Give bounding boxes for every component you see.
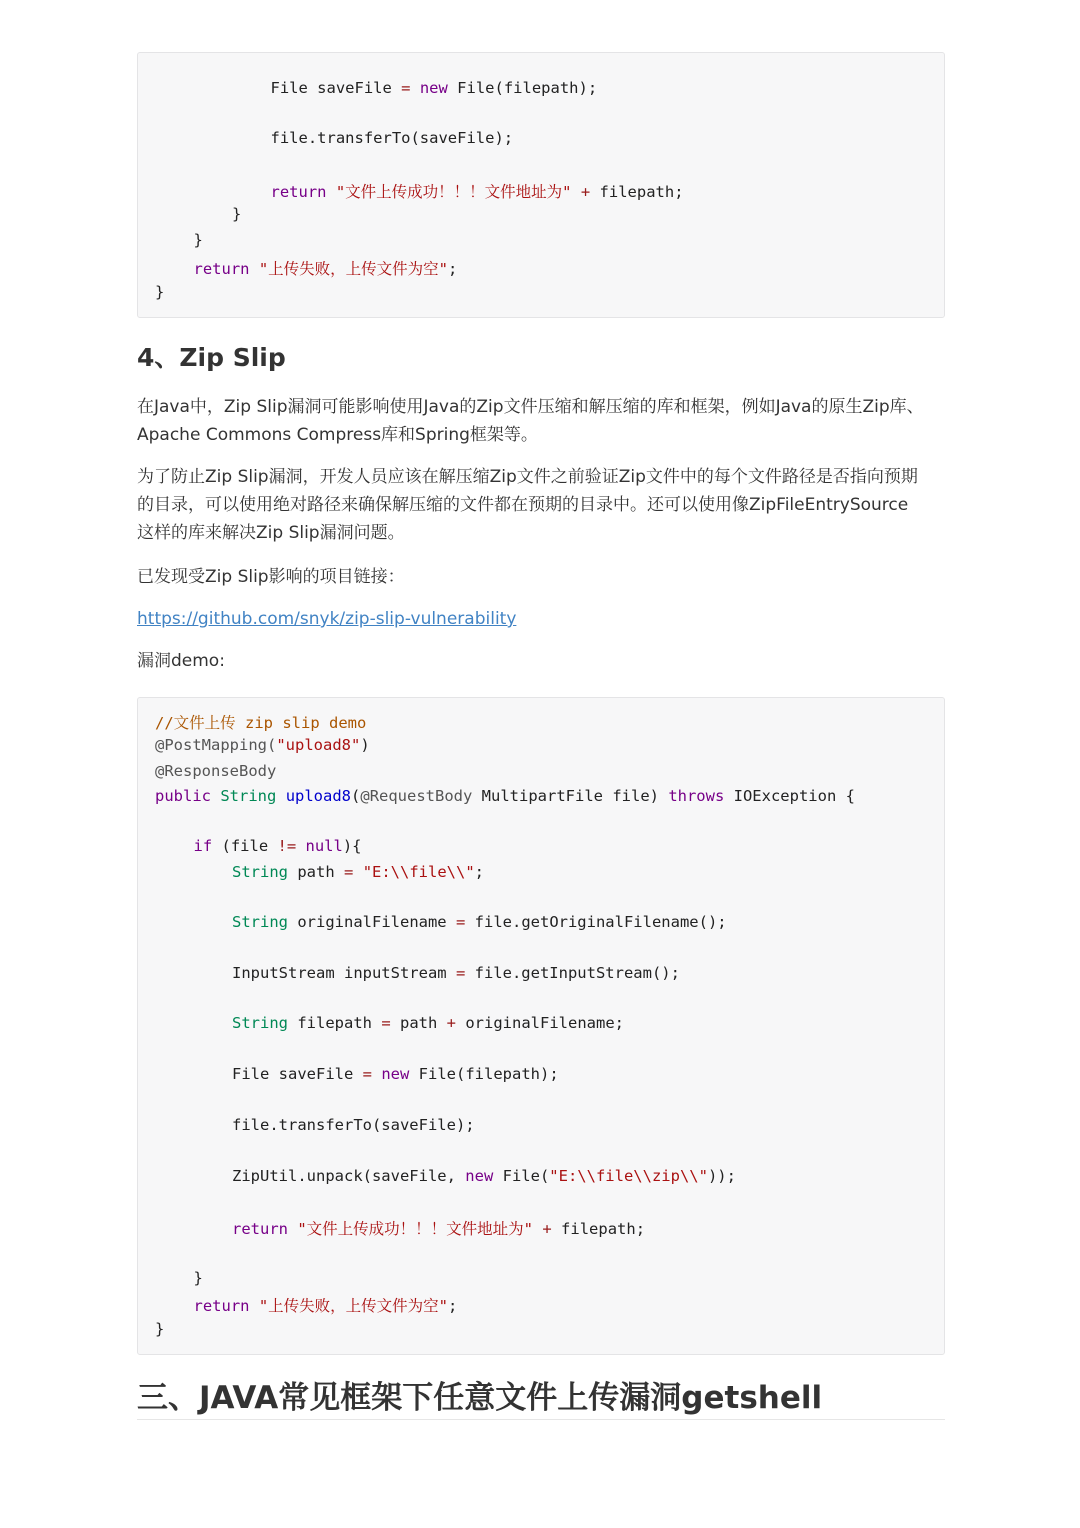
code-token: + (542, 1220, 552, 1238)
code-line (155, 283, 164, 301)
code-token: "upload8" (276, 736, 361, 754)
code-token: null (305, 837, 343, 855)
code-line (232, 1116, 475, 1134)
code-token: file.getOriginalFilename(); (465, 913, 727, 931)
code-line (232, 913, 727, 931)
code-line (232, 1167, 736, 1185)
code-token: //文件上传 zip slip demo (155, 714, 367, 732)
code-token: new (419, 79, 448, 97)
code-token: File(filepath); (409, 1065, 559, 1083)
code-token: String (232, 913, 288, 931)
code-token: @PostMapping( (155, 736, 277, 754)
code-line (155, 736, 370, 754)
code-line (155, 762, 276, 780)
code-token: "上传失败，上传文件为空" (258, 260, 449, 278)
code-token: = (455, 913, 466, 931)
code-token: = (344, 863, 354, 881)
code-token: "文件上传成功！！！文件地址为" (297, 1220, 534, 1238)
code-line (155, 711, 366, 733)
code-line (232, 964, 680, 982)
code-line (194, 1294, 458, 1316)
code-line (232, 1065, 559, 1083)
code-line (271, 180, 684, 202)
code-token: file.transferTo(saveFile); (270, 129, 514, 147)
code-token: = (381, 1014, 391, 1032)
code-token: + (446, 1014, 457, 1032)
code-token: = (455, 964, 466, 982)
code-token: ; (474, 863, 485, 881)
code-token (288, 1220, 297, 1238)
code-token (250, 260, 259, 278)
code-token: "E:\\file\\" (362, 863, 475, 881)
code-token: throws (668, 787, 725, 805)
code-block-upload-continuation (137, 52, 945, 318)
code-token: ZipUtil.unpack(saveFile, (232, 1167, 466, 1185)
code-token: File( (493, 1167, 550, 1185)
code-token: InputStream inputStream (232, 964, 456, 982)
code-token: ; (448, 260, 458, 278)
code-token: } (155, 1320, 165, 1338)
code-line (194, 837, 362, 855)
code-line (232, 1217, 645, 1239)
code-token: )); (707, 1167, 736, 1185)
code-token: ; (448, 1297, 458, 1315)
code-line (232, 1014, 624, 1032)
code-line (155, 1320, 164, 1338)
code-token (533, 1220, 542, 1238)
code-token: "文件上传成功！！！文件地址为" (335, 183, 572, 201)
code-token: ){ (342, 837, 362, 855)
code-block-zip-slip-demo (137, 697, 945, 1355)
code-token: if (193, 837, 213, 855)
code-token: filepath (288, 1014, 382, 1032)
code-token: originalFilename (288, 913, 456, 931)
code-token (211, 787, 220, 805)
code-token (296, 837, 305, 855)
code-line (232, 863, 484, 881)
code-token: + (580, 183, 591, 201)
paragraph-demo-label: 漏洞demo: (137, 651, 225, 671)
code-token (353, 863, 362, 881)
code-token: return (193, 260, 250, 278)
code-token (372, 1065, 381, 1083)
link-zip-slip-vulnerability[interactable]: https://github.com/snyk/zip-slip-vulnerability (137, 609, 517, 629)
code-token: file.getInputStream(); (465, 964, 680, 982)
code-line (271, 79, 598, 97)
paragraph-affected-projects: 已发现受Zip Slip影响的项目链接： (137, 567, 405, 587)
code-token (411, 79, 420, 97)
code-token (327, 183, 336, 201)
paragraph-intro-line2: Apache Commons Compress库和Spring框架等。 (137, 425, 538, 445)
code-line (232, 205, 241, 223)
paragraph-prevention-line1: 为了防止Zip Slip漏洞，开发人员应该在解压缩Zip文件之前验证Zip文件中的每个文件路径是否指向预期 (137, 467, 918, 487)
section-heading-zip-slip: 4、Zip Slip (137, 343, 286, 372)
code-token: = (362, 1065, 372, 1083)
code-token: new (465, 1167, 494, 1185)
code-token: } (232, 205, 242, 223)
code-line (194, 1269, 203, 1287)
code-token: filepath; (590, 183, 684, 201)
code-token: } (193, 231, 203, 249)
code-line (155, 787, 855, 805)
code-line (194, 257, 458, 279)
code-token: file.transferTo(saveFile); (232, 1116, 475, 1134)
code-token: new (381, 1065, 410, 1083)
code-token: path (288, 863, 344, 881)
code-token: @ResponseBody (155, 762, 277, 780)
code-token (572, 183, 581, 201)
code-token: } (193, 1269, 203, 1287)
code-token: MultipartFile file) (472, 787, 669, 805)
code-token (250, 1297, 259, 1315)
code-token: return (270, 183, 327, 201)
code-token: public (155, 787, 211, 805)
code-token: "E:\\file\\zip\\" (549, 1167, 708, 1185)
code-token: (file (212, 837, 278, 855)
paragraph-prevention-line2: 的目录，可以使用绝对路径来确保解压缩的文件都在预期的目录中。还可以使用像ZipFileEntrySource (137, 495, 909, 515)
code-token: File(filepath); (447, 79, 598, 97)
code-token: ) (360, 736, 370, 754)
code-token: @RequestBody (360, 787, 473, 805)
code-line (271, 129, 514, 147)
code-token: upload8 (285, 787, 352, 805)
code-token: File saveFile (232, 1065, 363, 1083)
code-token: String (220, 787, 277, 805)
code-token: File saveFile (270, 79, 402, 97)
code-token: = (401, 79, 411, 97)
code-token: return (193, 1297, 250, 1315)
code-token: != (277, 837, 297, 855)
code-token (276, 787, 285, 805)
code-token: originalFilename; (456, 1014, 624, 1032)
code-token: IOException { (724, 787, 855, 805)
code-token: String (232, 863, 288, 881)
code-line (194, 231, 203, 249)
code-token: filepath; (551, 1220, 646, 1238)
code-token: } (155, 283, 165, 301)
section-heading-three: 三、JAVA常见框架下任意文件上传漏洞getshell (137, 1372, 945, 1420)
paragraph-prevention-line3: 这样的库来解决Zip Slip漏洞问题。 (137, 523, 405, 543)
code-token: path (390, 1014, 447, 1032)
code-token: ( (351, 787, 361, 805)
paragraph-intro-line1: 在Java中，Zip Slip漏洞可能影响使用Java的Zip文件压缩和解压缩的库和框架，例如Java的原生Zip库、 (137, 397, 924, 417)
code-token: return (232, 1220, 288, 1238)
code-token: "上传失败，上传文件为空" (258, 1297, 449, 1315)
code-token: String (232, 1014, 288, 1032)
